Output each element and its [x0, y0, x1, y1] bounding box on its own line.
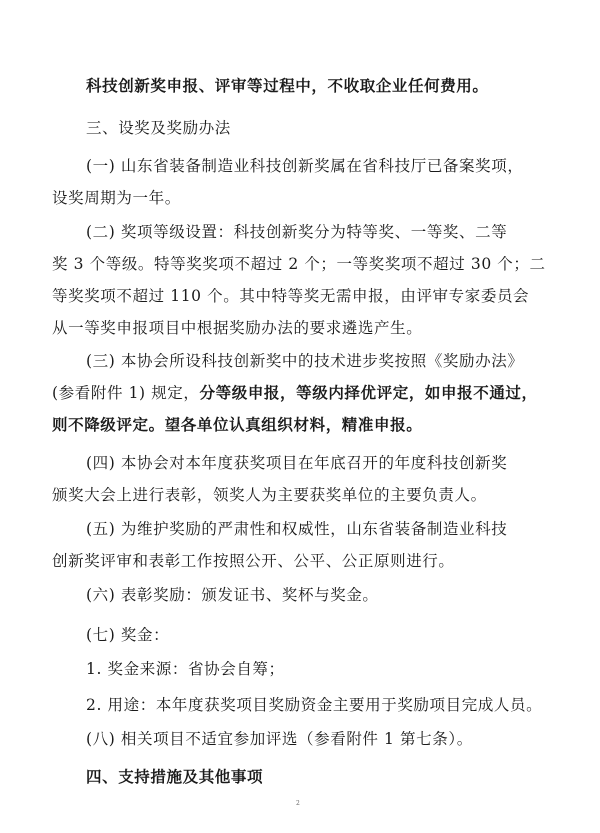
normal-text: (参看附件 1) 规定， [52, 384, 200, 402]
paragraph-line: 奖 3 个等级。特等奖奖项不超过 2 个；一等奖奖项不超过 30 个；二 [52, 255, 546, 273]
paragraph-line: (二) 奖项等级设置：科技创新奖分为特等奖、一等奖、二等 [86, 223, 508, 241]
paragraph-line: (六) 表彰奖励：颁发证书、奖杯与奖金。 [86, 586, 379, 604]
paragraph-line: 颁奖大会上进行表彰，领奖人为主要获奖单位的主要负责人。 [52, 486, 487, 504]
paragraph-line: 从一等奖申报项目中根据奖励办法的要求遴选产生。 [52, 319, 423, 337]
paragraph-line: (三) 本协会所设科技创新奖中的技术进步奖按照《奖励办法》 [86, 352, 524, 370]
paragraph-line: 1. 奖金来源：省协会自筹； [86, 660, 285, 678]
paragraph-line: 科技创新奖申报、评审等过程中，不收取企业任何费用。 [86, 76, 489, 95]
paragraph-line: (一) 山东省装备制造业科技创新奖属在省科技厅已备案奖项， [86, 157, 524, 175]
section-heading: 四、支持措施及其他事项 [86, 767, 264, 786]
paragraph-line: (八) 相关项目不适宜参加评选（参看附件 1 第七条）。 [86, 730, 473, 748]
bold-text: 分等级申报，等级内择优评定，如申报不通过， [199, 383, 538, 402]
paragraph-line: (七) 奖金： [86, 626, 170, 644]
page-number: 2 [296, 800, 300, 807]
paragraph-line: 等奖奖项不超过 110 个。其中特等奖无需申报，由评审专家委员会 [52, 287, 530, 305]
paragraph-line: 创新奖评审和表彰工作按照公开、公平、公正原则进行。 [52, 552, 455, 570]
paragraph-line: 2. 用途：本年度获奖项目奖励资金主要用于奖励项目完成人员。 [86, 696, 543, 714]
paragraph-line: (五) 为维护奖励的严肃性和权威性，山东省装备制造业科技 [86, 520, 508, 538]
paragraph-line [52, 383, 538, 403]
paragraph-line: 则不降级评定。望各单位认真组织材料，精准申报。 [52, 415, 423, 434]
paragraph-line: 设奖周期为一年。 [52, 189, 181, 207]
section-heading: 三、设奖及奖励办法 [86, 119, 231, 137]
paragraph-line: (四) 本协会对本年度获奖项目在年底召开的年度科技创新奖 [86, 454, 508, 472]
